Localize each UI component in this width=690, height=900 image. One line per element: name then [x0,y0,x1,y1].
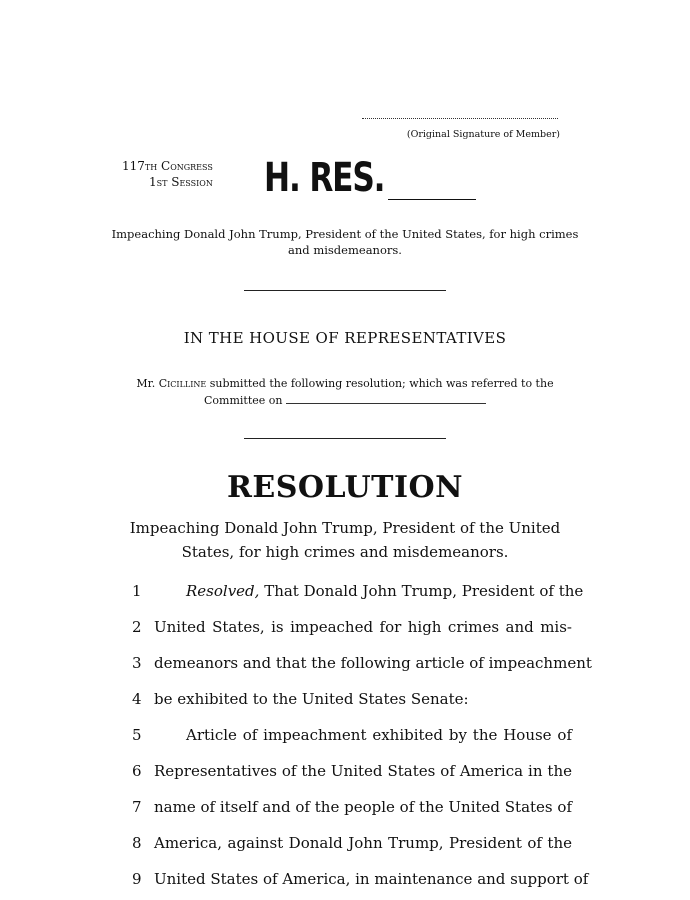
submitted-statement [120,375,570,409]
body-line [132,717,572,753]
resolution-subtitle [100,516,590,564]
congress-label: 117th Congress [122,159,213,173]
line-text: America, against Donald John Trump, President of the [154,834,572,852]
line-text: Representatives of the United States of America in the [154,762,572,780]
signature-line [362,118,558,119]
line-text: name of itself and of the people of the United States of [154,798,572,816]
resolution-number-blank [388,199,476,200]
body-line [132,861,589,897]
body-line [132,789,572,825]
body-line [132,681,572,717]
body-line [132,573,584,609]
line-text: demeanors and that the following article of impeachment [154,654,592,672]
committee-blank [286,394,486,404]
subtitle-line: States, for high crimes and misdemeanors. [181,543,509,561]
submitted-text: submitted the following resolution; which was referred to the Committee on [204,377,554,407]
divider-rule [244,290,446,291]
line-text: United States, is impeached for high crimes and mis- [154,618,572,636]
submitted-prefix: Mr. [136,377,156,390]
line-number: 1 [132,582,142,600]
body-line [132,645,592,681]
resolution-title: RESOLUTION [226,470,464,505]
line-number: 2 [132,618,142,636]
line-number: 4 [132,690,142,708]
line-number: 6 [132,762,142,780]
line-number: 5 [132,726,142,744]
house-heading: IN THE HOUSE OF REPRESENTATIVES [183,329,507,347]
divider-rule [244,438,446,439]
resolution-body [132,573,592,897]
line-number: 8 [132,834,142,852]
resolved-lead: Resolved, [186,582,260,600]
congress-session-block [122,158,213,190]
line-text [186,573,584,609]
line-text: United States of America, in maintenance and support of [154,870,589,888]
body-line [132,753,572,789]
signature-label: (Original Signature of Member) [406,129,560,140]
body-line [132,825,572,861]
session-label: 1st Session [148,175,213,189]
line-text: Article of impeachment exhibited by the House of [186,726,572,744]
line-text: be exhibited to the United States Senate: [154,690,469,708]
line-text-rest: That Donald John Trump, President of the [264,582,584,600]
line-number: 7 [132,798,142,816]
line-number: 9 [132,870,142,888]
subtitle-line: Impeaching Donald John Trump, President of the United [129,519,561,537]
caption-text: Impeaching Donald John Trump, President of the United States, for high crimes and misdemeanors. [111,227,579,257]
body-line [132,609,572,645]
resolution-type-heading: H. RES. [264,155,385,201]
member-name: Cicilline [158,377,207,390]
line-number: 3 [132,654,142,672]
